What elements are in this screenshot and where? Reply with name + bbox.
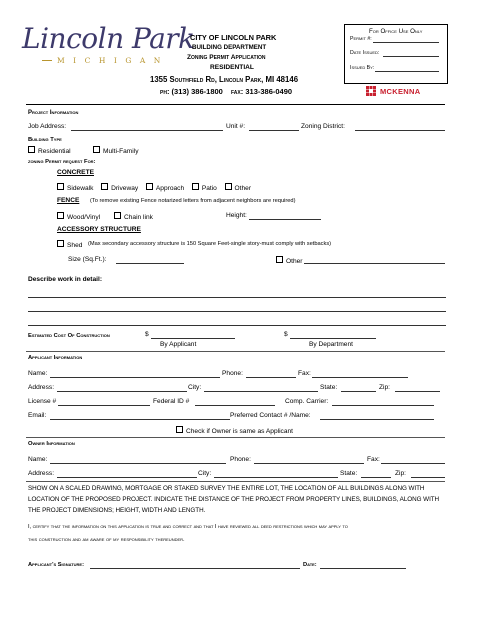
wood-vinyl-label: Wood/Vinyl [67,214,101,221]
office-title: For Office Use Only [369,28,423,35]
size-field[interactable] [116,263,184,264]
concrete-options [57,183,251,192]
shed-option[interactable] [57,240,82,249]
zoning-district-label: Zoning District: [301,123,345,130]
permit-label: Permit #: [350,36,372,42]
residential-checkbox[interactable] [28,146,35,153]
owner-state-field[interactable] [361,477,391,478]
describe-line-3[interactable] [28,325,446,326]
mckenna-mark-icon [366,86,376,96]
email-label: Email: [28,412,47,419]
describe-label: Describe work in detail: [28,276,103,283]
other-structure-field[interactable] [304,263,445,264]
owner-phone-field[interactable] [254,463,364,464]
signature-field[interactable] [90,568,300,569]
height-field[interactable] [249,219,321,220]
concrete-option-other[interactable] [225,185,252,192]
residential-label: Residential [38,148,71,155]
date-label: Date: [303,562,317,568]
describe-line-2[interactable] [28,311,446,312]
sidewalk-label: Sidewalk [67,185,94,192]
applicant-zip-label: Zip: [379,384,390,391]
cost-applicant-field[interactable] [151,338,235,339]
notice-line-3: THE PROJECT DIMENSIONS; HEIGHT, WIDTH AND LENGTH. [28,507,206,514]
multi-family-option[interactable] [93,146,139,155]
size-label: Size (Sq.Ft.): [68,256,107,263]
fence-note: (To remove existing Fence notarized letters from adjacent neighbors are required) [90,198,296,204]
by-department-label: By Department [309,341,353,348]
logo-state-text: MICHIGAN [57,56,169,65]
preferred-contact-label: Preferred Contact # /Name: [230,412,311,419]
request-for-heading: zoning Permit request For: [28,159,96,165]
applicant-heading: Applicant Information [28,355,83,361]
height-label: Height: [226,212,247,219]
city-logo [22,22,195,72]
cost-currency-applicant: $ [145,331,149,338]
header-divider [26,104,445,105]
federal-id-label: Federal ID # [153,398,190,405]
permit-field[interactable] [373,42,439,43]
applicant-city-field[interactable] [204,391,318,392]
owner-name-label: Name: [28,456,48,463]
multi-family-label: Multi-Family [103,148,139,155]
sidewalk-checkbox[interactable] [57,183,64,190]
residential-option[interactable] [28,146,71,155]
other-structure-checkbox[interactable] [276,256,283,263]
cost-department-field[interactable] [290,338,376,339]
same-as-applicant-option[interactable] [176,426,293,435]
project-heading: Project Information [28,110,79,116]
preferred-contact-field[interactable] [320,419,434,420]
chain-link-checkbox[interactable] [114,212,121,219]
owner-phone-label: Phone: [230,456,251,463]
applicant-zip-field[interactable] [395,391,440,392]
unit-label: Unit #: [226,123,246,130]
shed-note: (Max secondary accessory structure is 150 Square Feet-single story-must comply with setbacks) [88,241,332,247]
building-type-heading: Building Type [28,137,62,143]
accessory-heading: ACCESSORY STRUCTURE [57,226,141,233]
issued-by-field[interactable] [375,71,439,72]
fence-heading: FENCE [57,197,80,204]
office-use-box [344,24,448,84]
owner-zip-label: Zip: [395,470,406,477]
owner-heading: Owner Information [28,441,75,447]
concrete-option-approach[interactable] [146,185,184,192]
other-option[interactable] [276,256,303,265]
date-field[interactable] [320,568,406,569]
owner-fax-label: Fax: [367,456,380,463]
shed-checkbox[interactable] [57,240,64,247]
patio-checkbox[interactable] [192,183,199,190]
driveway-label: Driveway [111,185,139,192]
applicant-state-label: State: [320,384,338,391]
owner-address-label: Address: [28,470,55,477]
applicant-fax-field[interactable] [312,377,408,378]
license-field[interactable] [58,405,150,406]
applicant-city-label: City: [188,384,202,391]
date-issued-field[interactable] [383,56,439,57]
unit-field[interactable] [249,130,299,131]
ph-value: (313) 386-1800 [171,87,223,96]
applicant-name-label: Name: [28,370,48,377]
other-checkbox[interactable] [225,183,232,190]
certify-line-1: I, certify that the information on this application is true and correct and that I have reviewed all deed restrictions which may apply to [28,524,348,530]
applicant-divider [26,437,445,438]
chain-link-label: Chain link [124,214,153,221]
applicant-fax-label: Fax: [298,370,311,377]
comp-carrier-label: Comp. Carrier: [285,398,329,405]
fax-value: 313-386-0490 [245,87,293,96]
certify-line-2: this construction and am aware of my responsibility thereunder. [28,537,185,543]
applicant-phone-label: Phone: [222,370,243,377]
other-label: Other [234,185,252,192]
header-department: BUILDING DEPARTMENT [192,44,267,51]
zoning-district-field[interactable] [355,130,445,131]
owner-name-field[interactable] [50,463,226,464]
cost-label: Estimated Cost Of Construction [28,333,110,339]
ph-label: ph: [160,87,170,96]
notice-line-1: SHOW ON A SCALED DRAWING, MORTGAGE OR STAKED SURVEY THE ENTIRE LOT, THE LOCATION OF ALL BUILDINGS ALONG WITH [28,485,425,492]
header-phone-fax [160,87,292,96]
comp-carrier-field[interactable] [332,405,434,406]
owner-divider [26,481,445,482]
concrete-option-sidewalk[interactable] [57,185,93,192]
job-address-field[interactable] [71,130,223,131]
issued-by-label: Issued By: [350,65,375,71]
owner-state-label: State: [340,470,358,477]
approach-label: Approach [155,185,185,192]
concrete-option-patio[interactable] [192,185,217,192]
job-address-label: Job Address: [28,123,67,130]
owner-city-field[interactable] [214,477,338,478]
applicant-phone-field[interactable] [246,377,296,378]
owner-address-field[interactable] [57,477,197,478]
applicant-state-field[interactable] [341,391,376,392]
same-as-applicant-checkbox[interactable] [176,426,183,433]
owner-city-label: City: [198,470,212,477]
applicant-address-label: Address: [28,384,55,391]
concrete-heading: CONCRETE [57,169,94,176]
fence-option-chain[interactable] [114,212,153,221]
applicant-name-field[interactable] [50,377,220,378]
multi-family-checkbox[interactable] [93,146,100,153]
header-city: CITY OF LINCOLN PARK [190,33,277,42]
owner-fax-field[interactable] [381,463,445,464]
license-label: License # [28,398,57,405]
email-field[interactable] [50,419,230,420]
header-residential: RESIDENTIAL [210,64,254,71]
header-address: 1355 Southfield Rd, Lincoln Park, MI 48146 [150,75,299,84]
shed-label: Shed [67,242,83,249]
signature-label: Applicant's Signature: [28,562,84,568]
cost-divider [26,351,445,352]
by-applicant-label: By Applicant [160,341,197,348]
mckenna-text: MCKENNA [380,87,421,96]
wood-vinyl-checkbox[interactable] [57,212,64,219]
fence-option-wood[interactable] [57,212,100,221]
logo-script-text: Lincoln Park [22,22,195,55]
describe-line-1[interactable] [28,297,446,298]
same-as-applicant-label: Check if Owner is same as Applicant [186,428,294,435]
concrete-option-driveway[interactable] [101,185,138,192]
owner-zip-field[interactable] [411,477,445,478]
header-application: Zoning Permit Application [187,54,266,61]
federal-id-field[interactable] [195,405,275,406]
approach-checkbox[interactable] [146,183,153,190]
driveway-checkbox[interactable] [101,183,108,190]
date-issued-label: Date Issued: [350,50,380,56]
notice-line-2: LOCATION OF THE PROPOSED PROJECT. INDICATE THE DISTANCE OF THE PROJECT FROM PROPERTY LINES, BUILDINGS, ALONG WITH [28,496,440,503]
patio-label: Patio [201,185,217,192]
fax-label: fax: [231,87,244,96]
logo-rule-left [42,60,52,61]
cost-currency-department: $ [284,331,288,338]
applicant-address-field[interactable] [57,391,187,392]
other-structure-label: Other [286,258,303,265]
